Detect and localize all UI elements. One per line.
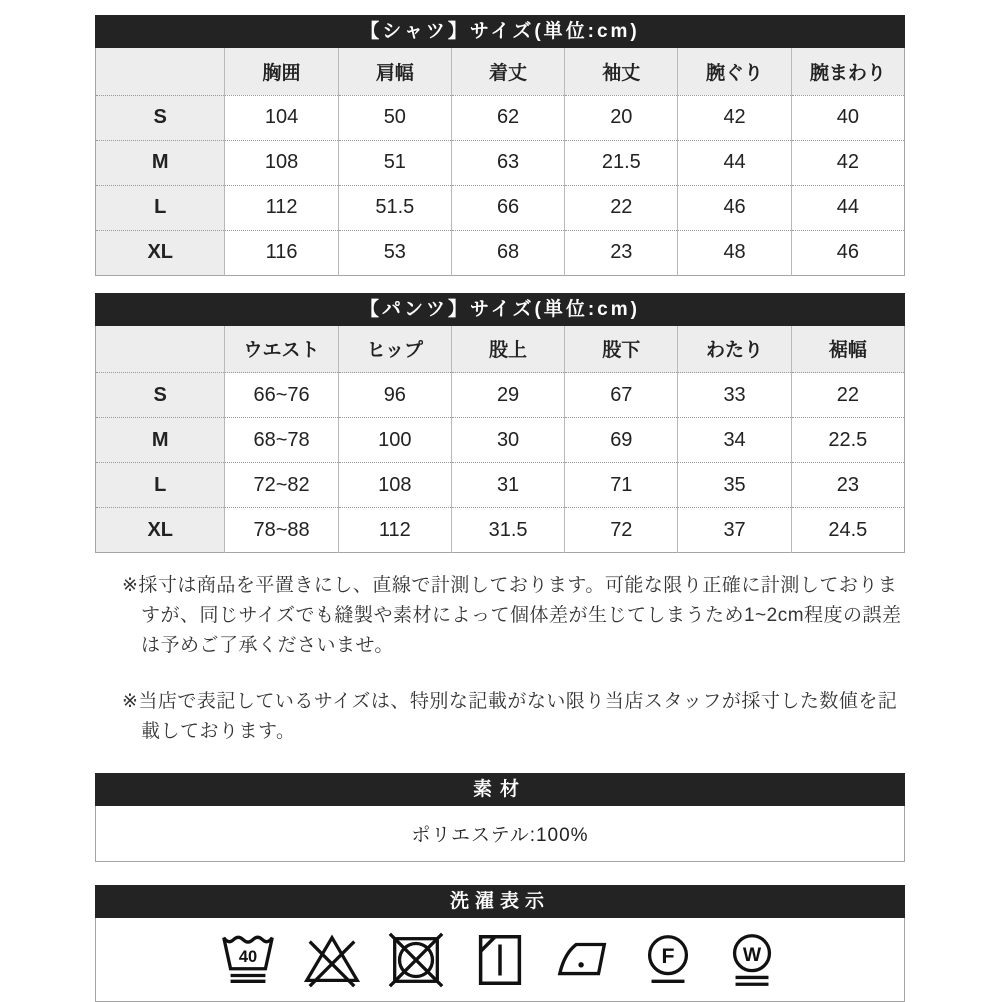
cell: 96 bbox=[338, 373, 451, 418]
cell: 71 bbox=[565, 463, 678, 508]
cell: 37 bbox=[678, 508, 791, 553]
do-not-tumble-dry-icon bbox=[385, 929, 447, 991]
cell: 100 bbox=[338, 418, 451, 463]
cell: 24.5 bbox=[791, 508, 904, 553]
note-measurement-tolerance: ※採寸は商品を平置きにし、直線で計測しております。可能な限り正確に計測しておりますが、同じサイズでも縫製や素材によって個体差が生じてしまうため1~2cm程度の誤差は予めご了承くださいませ。 bbox=[122, 575, 902, 656]
wet-clean-very-mild-icon bbox=[721, 929, 783, 991]
size-guide-page bbox=[95, 0, 905, 1002]
column-header: 肩幅 bbox=[338, 48, 451, 95]
do-not-bleach-icon bbox=[301, 929, 363, 991]
corner-cell bbox=[96, 326, 225, 373]
cell: 104 bbox=[225, 95, 338, 140]
column-header: 胸囲 bbox=[225, 48, 338, 95]
column-header: 袖丈 bbox=[565, 48, 678, 95]
size-label: S bbox=[96, 373, 225, 418]
table-row bbox=[96, 95, 905, 140]
cell: 51 bbox=[338, 140, 451, 185]
cell: 40 bbox=[791, 95, 904, 140]
dry-clean-petroleum-mild-icon bbox=[637, 929, 699, 991]
cell: 29 bbox=[451, 373, 564, 418]
table-row bbox=[96, 463, 905, 508]
size-label: XL bbox=[96, 508, 225, 553]
cell: 51.5 bbox=[338, 185, 451, 230]
table-row bbox=[96, 140, 905, 185]
size-label: L bbox=[96, 463, 225, 508]
cell: 22 bbox=[565, 185, 678, 230]
column-header: 股下 bbox=[565, 326, 678, 373]
cell: 69 bbox=[565, 418, 678, 463]
laundry-section-title: 洗濯表示 bbox=[95, 885, 905, 918]
size-label: M bbox=[96, 418, 225, 463]
cell: 20 bbox=[565, 95, 678, 140]
cell: 67 bbox=[565, 373, 678, 418]
cell: 34 bbox=[678, 418, 791, 463]
material-value: ポリエステル:100% bbox=[411, 825, 589, 846]
cell: 112 bbox=[338, 508, 451, 553]
cell: 108 bbox=[225, 140, 338, 185]
svg-text:40: 40 bbox=[238, 947, 258, 966]
column-header: ヒップ bbox=[338, 326, 451, 373]
cell: 46 bbox=[791, 230, 904, 275]
wash-tub-40-very-mild-icon bbox=[217, 929, 279, 991]
table-row bbox=[96, 418, 905, 463]
cell: 44 bbox=[678, 140, 791, 185]
column-header: 着丈 bbox=[451, 48, 564, 95]
cell: 22.5 bbox=[791, 418, 904, 463]
cell: 116 bbox=[225, 230, 338, 275]
cell: 22 bbox=[791, 373, 904, 418]
pants-size-table bbox=[95, 326, 905, 554]
cell: 44 bbox=[791, 185, 904, 230]
column-header: わたり bbox=[678, 326, 791, 373]
size-label: XL bbox=[96, 230, 225, 275]
cell: 31 bbox=[451, 463, 564, 508]
column-header: 腕ぐり bbox=[678, 48, 791, 95]
shirt-size-table bbox=[95, 48, 905, 276]
cell: 68 bbox=[451, 230, 564, 275]
svg-text:F: F bbox=[661, 943, 675, 968]
column-header: 裾幅 bbox=[791, 326, 904, 373]
cell: 31.5 bbox=[451, 508, 564, 553]
table-row bbox=[96, 230, 905, 275]
cell: 42 bbox=[791, 140, 904, 185]
cell: 23 bbox=[565, 230, 678, 275]
shirt-table-header-row bbox=[96, 48, 905, 95]
cell: 62 bbox=[451, 95, 564, 140]
cell: 23 bbox=[791, 463, 904, 508]
column-header: 腕まわり bbox=[791, 48, 904, 95]
material-value-box bbox=[95, 806, 905, 862]
corner-cell bbox=[96, 48, 225, 95]
cell: 66~76 bbox=[225, 373, 338, 418]
svg-text:W: W bbox=[742, 943, 762, 966]
cell: 35 bbox=[678, 463, 791, 508]
pants-table-title: 【パンツ】サイズ(単位:cm) bbox=[95, 293, 905, 326]
shirt-table-title: 【シャツ】サイズ(単位:cm) bbox=[95, 15, 905, 48]
measurement-notes bbox=[95, 571, 905, 747]
cell: 72~82 bbox=[225, 463, 338, 508]
size-label: M bbox=[96, 140, 225, 185]
cell: 46 bbox=[678, 185, 791, 230]
cell: 66 bbox=[451, 185, 564, 230]
cell: 50 bbox=[338, 95, 451, 140]
note-staff-measured: ※当店で表記しているサイズは、特別な記載がない限り当店スタッフが採寸した数値を記載しております。 bbox=[122, 691, 898, 742]
pants-table-header-row bbox=[96, 326, 905, 373]
cell: 53 bbox=[338, 230, 451, 275]
cell: 48 bbox=[678, 230, 791, 275]
cell: 63 bbox=[451, 140, 564, 185]
table-row bbox=[96, 185, 905, 230]
column-header: 股上 bbox=[451, 326, 564, 373]
cell: 42 bbox=[678, 95, 791, 140]
size-label: L bbox=[96, 185, 225, 230]
cell: 108 bbox=[338, 463, 451, 508]
cell: 33 bbox=[678, 373, 791, 418]
cell: 21.5 bbox=[565, 140, 678, 185]
iron-low-heat-icon bbox=[553, 929, 615, 991]
line-dry-in-shade-icon bbox=[469, 929, 531, 991]
cell: 72 bbox=[565, 508, 678, 553]
size-label: S bbox=[96, 95, 225, 140]
cell: 112 bbox=[225, 185, 338, 230]
column-header: ウエスト bbox=[225, 326, 338, 373]
table-row bbox=[96, 508, 905, 553]
material-section-title: 素材 bbox=[95, 773, 905, 806]
cell: 30 bbox=[451, 418, 564, 463]
cell: 68~78 bbox=[225, 418, 338, 463]
laundry-icons-box bbox=[95, 918, 905, 1002]
cell: 78~88 bbox=[225, 508, 338, 553]
table-row bbox=[96, 373, 905, 418]
